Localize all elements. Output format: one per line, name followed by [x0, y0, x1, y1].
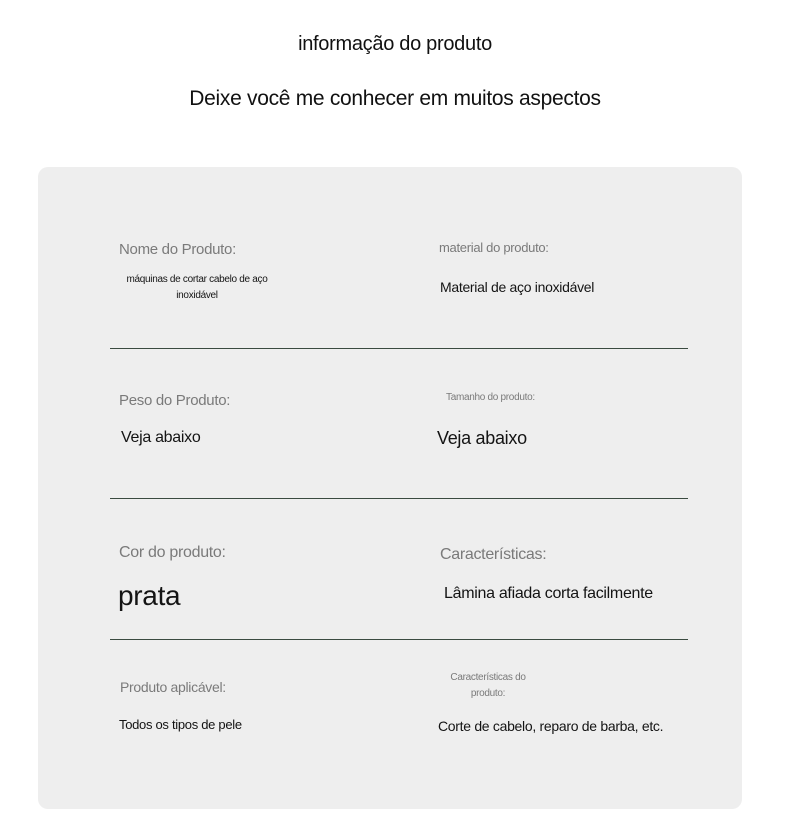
- product-size-value: Veja abaixo: [437, 428, 527, 448]
- row-divider: [110, 348, 688, 349]
- applicable-product-value: Todos os tipos de pele: [119, 717, 242, 732]
- product-color-value: prata: [118, 580, 181, 611]
- product-characteristics-value: Corte de cabelo, reparo de barba, etc.: [438, 718, 664, 734]
- product-info-card: [38, 167, 742, 809]
- product-color-label: Cor do produto:: [119, 544, 226, 561]
- product-characteristics-label: Características do produto:: [450, 672, 526, 699]
- row-divider: [110, 498, 688, 499]
- row-divider: [110, 639, 688, 640]
- features-value: Lâmina afiada corta facilmente: [444, 585, 653, 602]
- product-weight-value: Veja abaixo: [121, 429, 201, 446]
- page-header-subtitle: Deixe você me conhecer em muitos aspectos: [189, 87, 601, 110]
- features-label: Características:: [440, 546, 547, 563]
- product-material-value: Material de aço inoxidável: [440, 279, 595, 295]
- product-material-label: material do produto:: [439, 240, 549, 255]
- product-weight-label: Peso do Produto:: [119, 392, 231, 409]
- page-header-title: informação do produto: [298, 33, 492, 55]
- applicable-product-label: Produto aplicável:: [120, 679, 226, 695]
- product-name-value: máquinas de cortar cabelo de aço inoxidável: [126, 274, 268, 301]
- product-name-label: Nome do Produto:: [119, 241, 236, 258]
- product-size-label: Tamanho do produto:: [446, 392, 535, 403]
